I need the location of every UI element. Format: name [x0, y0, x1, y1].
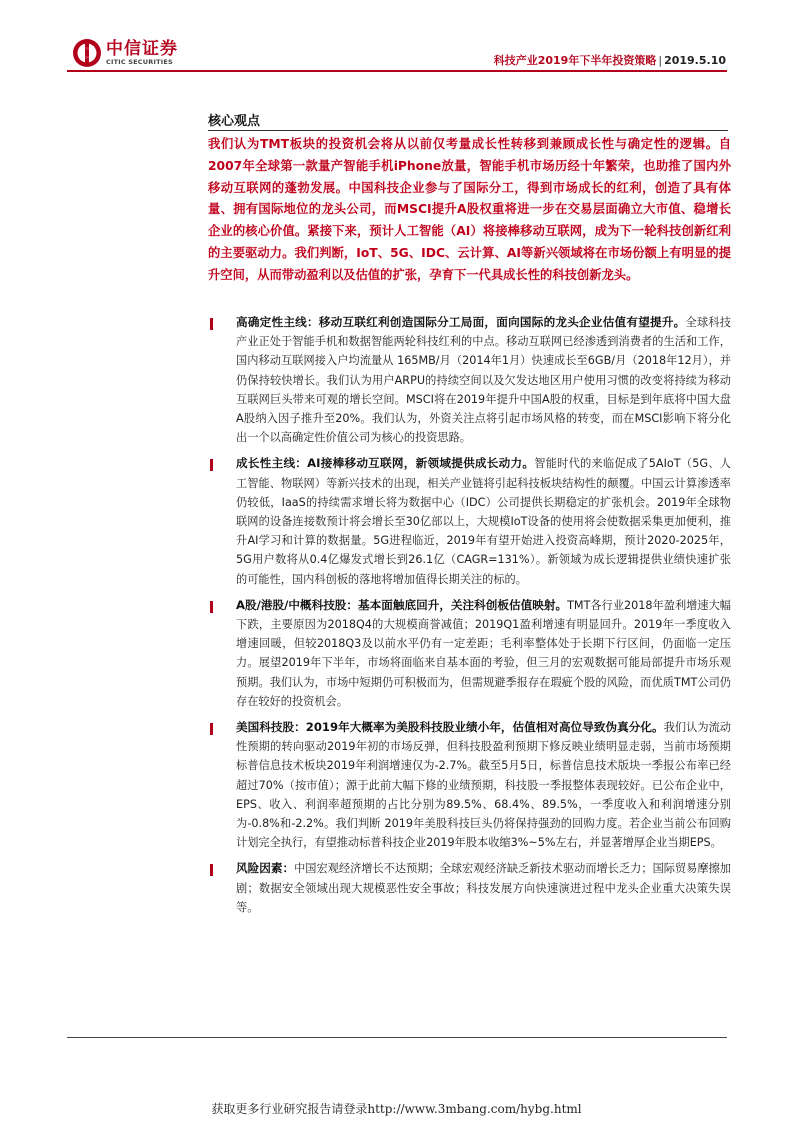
bullet-heading: 风险因素： — [236, 861, 295, 876]
bullet-marker-icon — [210, 601, 213, 613]
bullet-item — [208, 454, 731, 588]
section-divider — [208, 130, 728, 131]
bullet-body: TMT各行业2018年盈利增速大幅下跌，主要原因为2018Q4的大规模商誉减值；2019Q1盈利增速有明显回升。2019年一季度收入增速回暖，但较2018Q3及以前水平仍有一定差距；毛利率整体处于长期下行区间，仍面临一定压力。展望2019年下半年，市场将面临来自基本面的考验，但三月的宏观数据可能局部提升市场乐观预期。我们认为，市场中短期仍可积极而为，但需规避季报存在瑕疵个股的风险，而优质TMT公司仍存在较好的投资机会。 — [236, 598, 731, 708]
bullet-body: 我们认为流动性预期的转向驱动2019年初的市场反弹，但科技股盈利预期下修反映业绩明显走弱，当前市场预期标普信息技术板块2019年利润增速仅为-2.7%。截至5月5日，标普信息技术版块一季报公布率已经超过70%（按市值）；源于此前大幅下修的业绩预期，科技股一季报整体表现较好。已公布企业中，EPS、收入、利润率超预期的占比分别为89.5%、68.4%、89.5%，一季度收入和利润增速分别为-0.8%和-2.2%。我们判断 2019年美股科技巨头仍将保持强劲的回购力度。若企业当前公布回购计划完全执行，有望推动标普科技企业2019年股本收缩3%~5%左右，并显著增厚企业当期EPS。 — [236, 721, 731, 850]
brand-name-cn: 中信证券 — [106, 38, 178, 59]
report-name: 科技产业2019年下半年投资策略 — [493, 54, 657, 67]
bullet-body: 全球科技产业正处于智能手机和数据智能两轮科技红利的中点。移动互联网已经渗透到消费者的生活和工作，国内移动互联网接入户均流量从 165MB/月（2014年1月）快速成长至6GB/月（2018年12月），并仍保持较快增长。我们认为用户ARPU的持续空间以及欠发达地区用户使用习惯的改变将持续为移动互联网巨头带来可观的增长空间。MSCI将在2019年提升中国A股的权重，目标是到年底将中国大盘A股纳入因子推升至20%。我们认为，外资关注点将引起市场风格的转变，而在MSCI影响下将分化出一个以高确定性价值公司为核心的投资思路。 — [236, 316, 731, 445]
report-title — [494, 52, 726, 68]
bullet-marker-icon — [210, 864, 213, 876]
bullet-heading: 成长性主线：AI接棒移动互联网，新领域提供成长动力。 — [236, 456, 535, 471]
section-title: 核心观点 — [208, 114, 261, 129]
bullet-item — [208, 859, 731, 917]
bullet-item — [208, 596, 731, 711]
bullet-item — [208, 718, 731, 852]
footer-link-text[interactable]: 获取更多行业研究报告请登录http://www.3mbang.com/hybg.html — [211, 1102, 582, 1116]
bullet-heading: 高确定性主线：移动互联红利创造国际分工局面，面向国际的龙头企业估值有望提升。 — [236, 315, 686, 329]
citic-logo — [72, 38, 178, 68]
bullet-marker-icon — [210, 723, 213, 735]
bullet-body: 智能时代的来临促成了5AIoT（5G、人工智能、物联网）等新兴技术的出现，相关产业链将引起科技板块结构性的颠覆。中国云计算渗透率仍较低，IaaS的持续需求增长将为数据中心（IDC）公司提供长期稳定的扩张机会。2019年全球物联网的设备连接数预计将会增长至30亿部以上，大规模IoT设备的使用将会使数据采集更加便利，推升AI学习和计算的数据量。5G进程临近，2019年有望开始进入投资高峰期，预计2020-2025年，5G用户数将从0.4亿爆发式增长到26.1亿（CAGR=131%）。新领域为成长逻辑提供业绩快速扩张的可能性，国内科创板的落地将增加值得长期关注的标的。 — [236, 457, 731, 586]
header-divider — [67, 70, 727, 72]
title-separator: | — [658, 54, 663, 67]
bullet-item — [208, 313, 731, 447]
brand-name-en: CITIC SECURITIES — [106, 57, 173, 66]
page-header — [0, 0, 793, 80]
report-date: 2019.5.10 — [664, 54, 726, 67]
citic-logo-icon — [72, 38, 102, 68]
bullet-body: 中国宏观经济增长不达预期；全球宏观经济缺乏新技术驱动而增长乏力；国际贸易摩擦加剧；数据安全领域出现大规模恶性安全事故；科技发展方向快速演进过程中龙头企业重大决策失误等。 — [236, 862, 731, 914]
core-summary: 我们认为TMT板块的投资机会将从以前仅考量成长性转移到兼顾成长性与确定性的逻辑。自2007年全球第一款量产智能手机iPhone放量，智能手机市场历经十年繁荣，也助推了国内外移动互联网的蓬勃发展。中国科技企业参与了国际分工，得到市场成长的红利，创造了具有体量、拥有国际地位的龙头公司，而MSCI提升A股权重将进一步在交易层面确立大市值、稳增长企业的核心价值。紧接下来，预计人工智能（AI）将接棒移动互联网，成为下一轮科技创新红利的主要驱动力。我们判断，IoT、5G、IDC、云计算、AI等新兴领域将在市场份额上有明显的提升空间，从而带动盈利以及估值的扩张，孕育下一代具成长性的科技创新龙头。 — [208, 137, 731, 282]
bullet-heading: 美国科技股：2019年大概率为美股科技股业绩小年，估值相对高位导致伪真分化。 — [236, 720, 664, 735]
bullet-heading: A股/港股/中概科技股：基本面触底回升，关注科创板估值映射。 — [236, 597, 568, 612]
bullet-marker-icon — [210, 459, 213, 471]
bullet-list — [208, 313, 731, 924]
footer-divider — [67, 1037, 727, 1038]
bullet-marker-icon — [210, 318, 213, 330]
